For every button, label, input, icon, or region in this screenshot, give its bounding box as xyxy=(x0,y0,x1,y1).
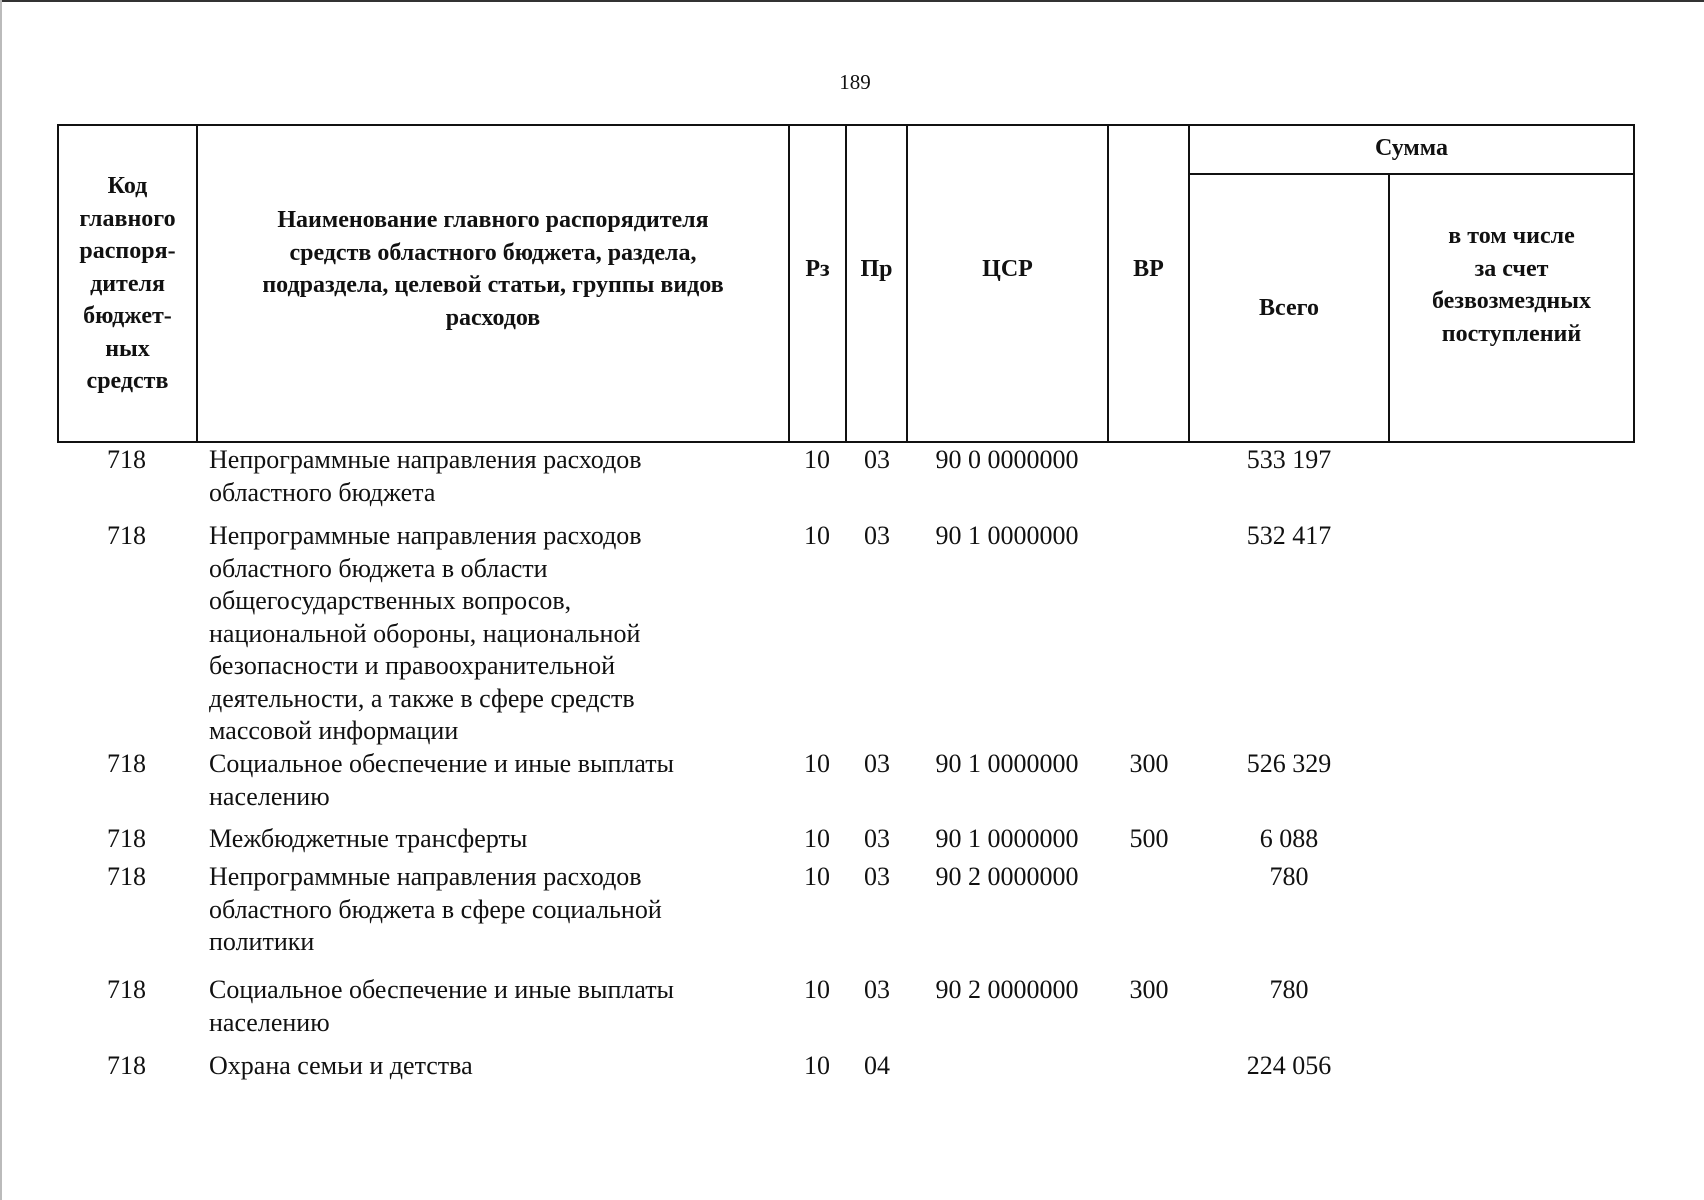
header-sum: Сумма xyxy=(1375,135,1448,162)
header-border-right xyxy=(1633,124,1635,443)
page-number: 189 xyxy=(839,70,871,94)
row-rz: 10 xyxy=(804,824,830,853)
header-free: в том числе за счет безвозмездных поступлений xyxy=(1432,223,1591,347)
header-csr: ЦСР xyxy=(982,255,1033,282)
header-vr: ВР xyxy=(1133,255,1164,282)
row-code: 718 xyxy=(107,521,146,550)
header-total: Всего xyxy=(1259,294,1319,321)
row-pr: 03 xyxy=(864,521,890,550)
row-name: Межбюджетные трансферты xyxy=(209,824,528,853)
row-total: 526 329 xyxy=(1246,749,1332,778)
row-pr: 03 xyxy=(864,749,890,778)
row-pr: 03 xyxy=(864,975,890,1004)
row-name: Социальное обеспечение и иные выплаты населению xyxy=(209,749,675,811)
row-pr: 03 xyxy=(864,824,890,853)
row-csr: 90 1 0000000 xyxy=(935,521,1079,550)
row-name: Непрограммные направления расходов областного бюджета в области общегосударственных вопросов, национальной обороны, национальной безопасности и правоохранительной деятельности, а также в сфере средств массовой информации xyxy=(209,521,642,745)
row-code: 718 xyxy=(107,1051,146,1080)
row-pr: 03 xyxy=(864,862,890,891)
row-total: 224 056 xyxy=(1246,1051,1332,1080)
header-pr: Пр xyxy=(860,255,893,282)
row-code: 718 xyxy=(107,749,146,778)
row-csr: 90 1 0000000 xyxy=(935,824,1079,853)
row-name: Охрана семьи и детства xyxy=(209,1051,473,1080)
left-border xyxy=(0,0,2,1200)
top-border xyxy=(0,0,1704,2)
header-code: Код главного распоря- дителя бюджет- ных средств xyxy=(79,173,176,395)
row-code: 718 xyxy=(107,445,146,474)
row-csr: 90 1 0000000 xyxy=(935,749,1079,778)
row-rz: 10 xyxy=(804,749,830,778)
row-vr: 300 xyxy=(1129,749,1169,778)
row-csr: 90 2 0000000 xyxy=(935,975,1079,1004)
row-total: 6 088 xyxy=(1259,824,1319,853)
row-code: 718 xyxy=(107,862,146,891)
row-rz: 10 xyxy=(804,521,830,550)
row-name: Непрограммные направления расходов областного бюджета xyxy=(209,445,642,507)
row-total: 780 xyxy=(1269,975,1309,1004)
row-rz: 10 xyxy=(804,975,830,1004)
row-total: 780 xyxy=(1269,862,1309,891)
row-name: Непрограммные направления расходов областного бюджета в сфере социальной политики xyxy=(209,862,662,956)
row-code: 718 xyxy=(107,975,146,1004)
row-csr: 90 2 0000000 xyxy=(935,862,1079,891)
row-rz: 10 xyxy=(804,862,830,891)
row-pr: 03 xyxy=(864,445,890,474)
row-vr: 300 xyxy=(1129,975,1169,1004)
row-total: 533 197 xyxy=(1246,445,1332,474)
table-header xyxy=(57,124,1635,443)
row-vr: 500 xyxy=(1129,824,1169,853)
header-rz: Рз xyxy=(805,255,830,282)
header-name: Наименование главного распорядителя средств областного бюджета, раздела, подраздела, целевой статьи, группы видов расходов xyxy=(262,207,724,331)
row-total: 532 417 xyxy=(1246,521,1332,550)
row-pr: 04 xyxy=(864,1051,890,1080)
row-name: Социальное обеспечение и иные выплаты населению xyxy=(209,975,675,1037)
row-rz: 10 xyxy=(804,445,830,474)
row-csr: 90 0 0000000 xyxy=(935,445,1079,474)
row-rz: 10 xyxy=(804,1051,830,1080)
row-code: 718 xyxy=(107,824,146,853)
